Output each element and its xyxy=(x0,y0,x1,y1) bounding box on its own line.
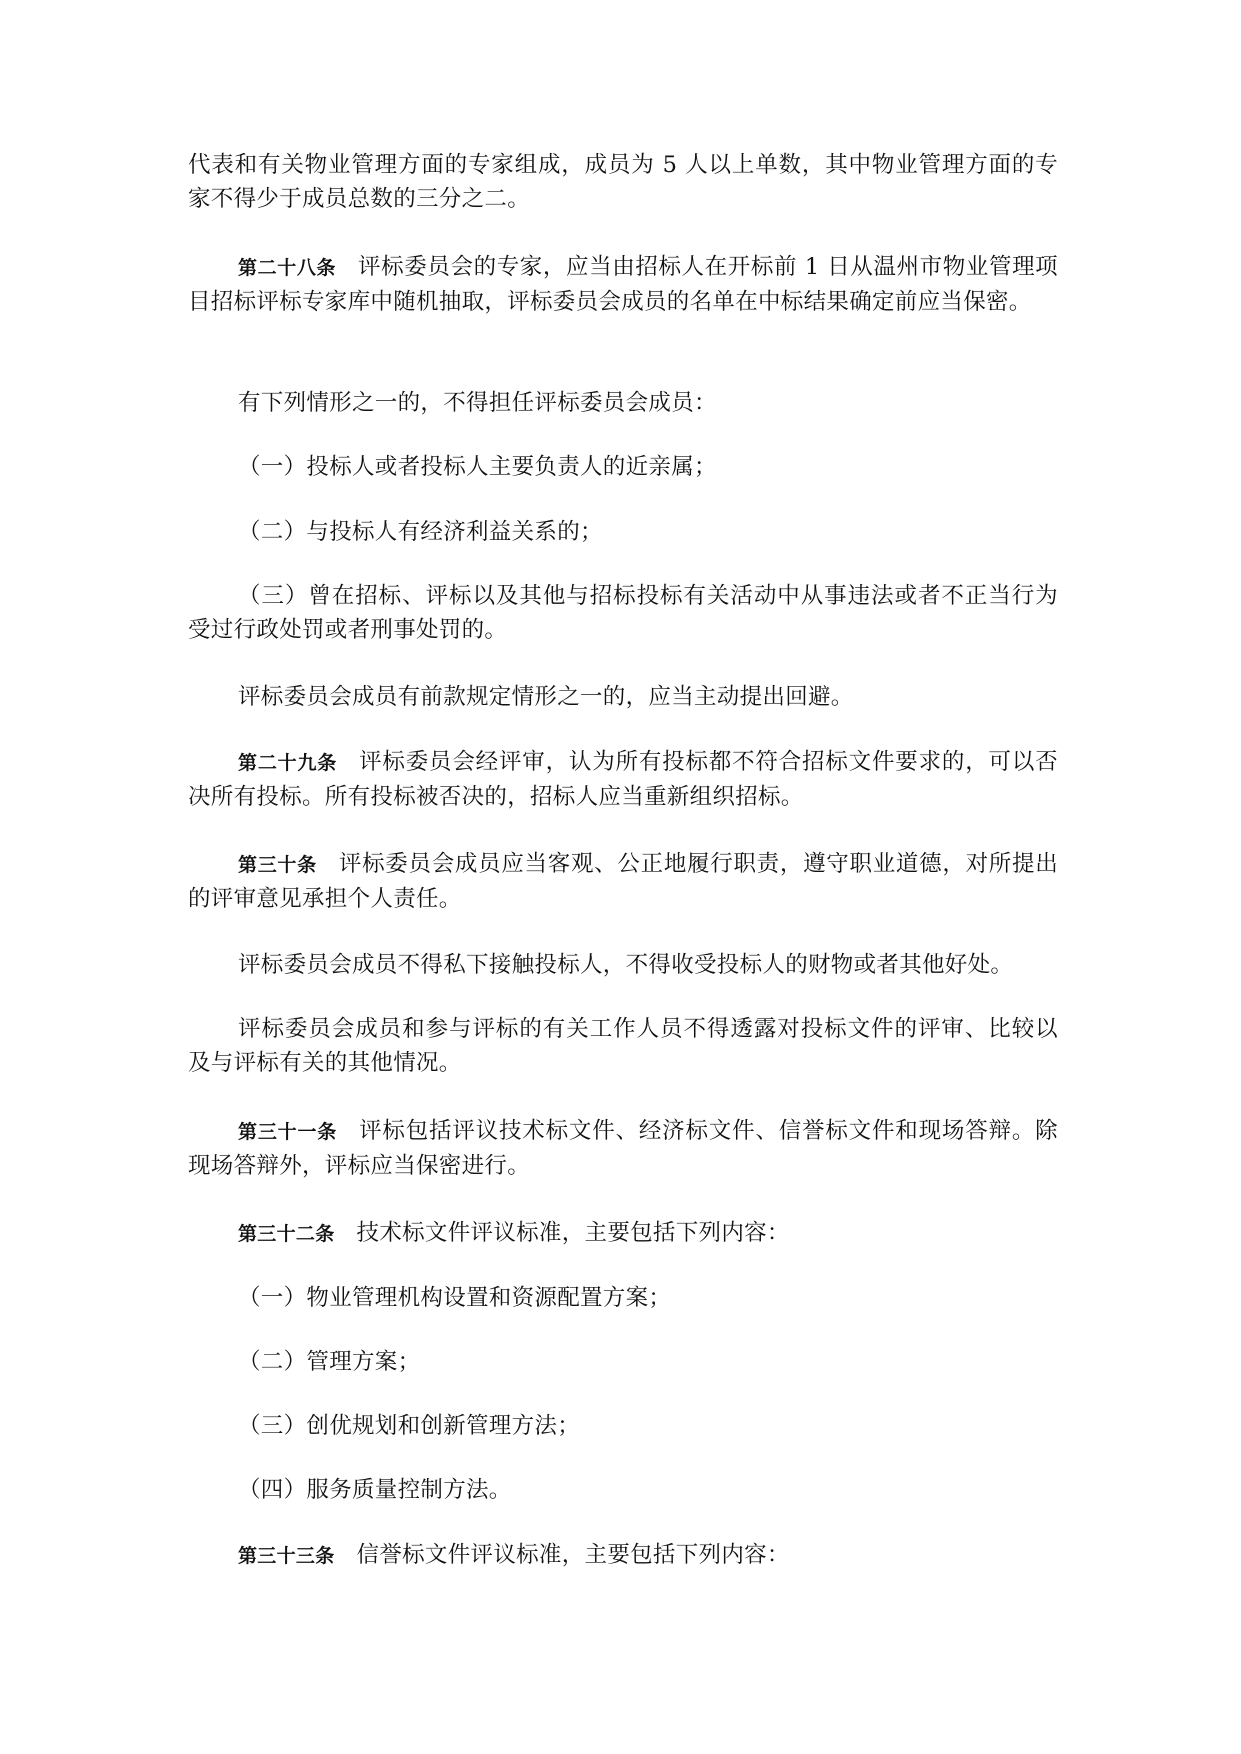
list-item xyxy=(188,579,1058,647)
paragraph-text: （二）管理方案； xyxy=(238,1349,421,1375)
article-number: 第二十九条 xyxy=(238,752,338,774)
paragraph-text: 信誉标文件评议标准，主要包括下列内容： xyxy=(356,1542,790,1568)
paragraph-confidentiality xyxy=(188,1012,1058,1080)
paragraph-text: （三）曾在招标、评标以及其他与招标投标有关活动中从事违法或者不正当行为受过行政处罚或者刑事处罚的。 xyxy=(188,583,1058,643)
paragraph-text: 技术标文件评议标准，主要包括下列内容： xyxy=(356,1220,790,1246)
paragraph-text: （一）投标人或者投标人主要负责人的近亲属； xyxy=(238,454,717,480)
article-number: 第二十八条 xyxy=(238,257,337,279)
paragraph-conditions-intro xyxy=(188,386,1058,420)
list-item xyxy=(188,450,1058,484)
paragraph-text: 评标委员会成员和参与评标的有关工作人员不得透露对投标文件的评审、比较以及与评标有关的其他情况。 xyxy=(188,1016,1058,1076)
list-item xyxy=(188,1473,1058,1507)
list-item xyxy=(188,1345,1058,1379)
article-31 xyxy=(188,1114,1058,1183)
paragraph-text: 评标委员会成员不得私下接触投标人，不得收受投标人的财物或者其他好处。 xyxy=(238,952,1014,978)
paragraph-text: （一）物业管理机构设置和资源配置方案； xyxy=(238,1285,672,1311)
list-item xyxy=(188,1409,1058,1443)
list-item xyxy=(188,515,1058,549)
article-number: 第三十二条 xyxy=(238,1223,335,1245)
paragraph-text: 评标委员会的专家，应当由招标人在开标前 1 日从温州市物业管理项目招标评标专家库中随机抽取，评标委员会成员的名单在中标结果确定前应当保密。 xyxy=(188,254,1058,315)
paragraph-text: 评标委员会经评审，认为所有投标都不符合招标文件要求的，可以否决所有投标。所有投标被否决的，招标人应当重新组织招标。 xyxy=(188,749,1058,810)
article-30 xyxy=(188,847,1058,916)
paragraph-text: （四）服务质量控制方法。 xyxy=(238,1477,512,1503)
article-number: 第三十条 xyxy=(238,854,317,876)
article-number: 第三十三条 xyxy=(238,1545,335,1567)
paragraph-text: 有下列情形之一的，不得担任评标委员会成员： xyxy=(238,390,717,416)
paragraph-text: 评标委员会成员应当客观、公正地履行职责，遵守职业道德，对所提出的评审意见承担个人责任。 xyxy=(188,851,1058,912)
article-28 xyxy=(188,250,1058,319)
paragraph-continuation xyxy=(188,148,1058,216)
paragraph-text: 评标包括评议技术标文件、经济标文件、信誉标文件和现场答辩。除现场答辩外，评标应当保密进行。 xyxy=(188,1118,1058,1179)
article-32 xyxy=(188,1216,1058,1251)
paragraph-text: 评标委员会成员有前款规定情形之一的，应当主动提出回避。 xyxy=(238,684,854,710)
article-29 xyxy=(188,745,1058,814)
paragraph-recusal xyxy=(188,680,1058,714)
paragraph-no-contact xyxy=(188,948,1058,982)
article-number: 第三十一条 xyxy=(238,1121,338,1143)
list-item xyxy=(188,1281,1058,1315)
paragraph-text: （二）与投标人有经济利益关系的； xyxy=(238,519,603,545)
paragraph-text: （三）创优规划和创新管理方法； xyxy=(238,1413,581,1439)
paragraph-text: 代表和有关物业管理方面的专家组成，成员为 5 人以上单数，其中物业管理方面的专家不得少于成员总数的三分之二。 xyxy=(188,152,1058,212)
article-33 xyxy=(188,1538,1058,1573)
